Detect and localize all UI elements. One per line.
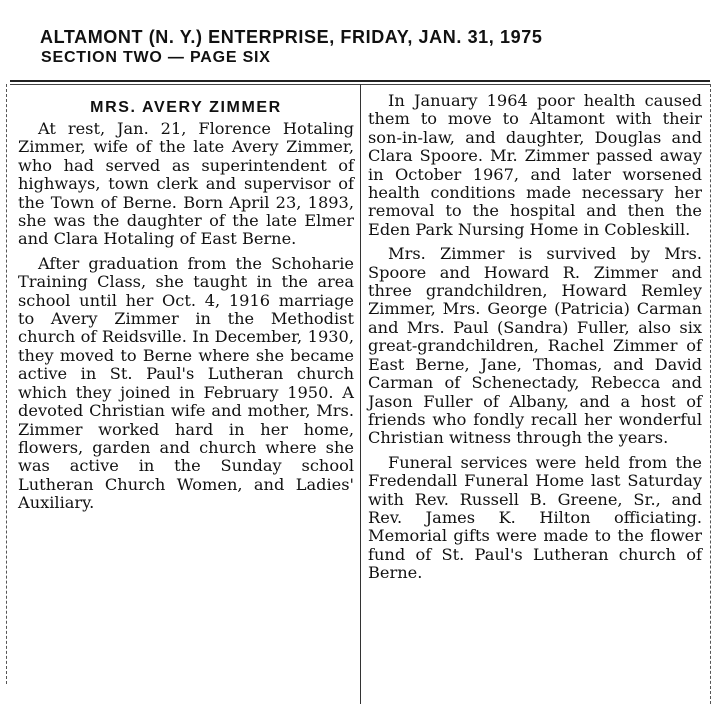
paragraph: Mrs. Zimmer is survived by Mrs. Spoore and Howard R. Zimmer and three grandchildren, Howard Remley Zimmer, Mrs. George (Patricia) Carman and Mrs. Paul (Sandra) Fuller, also six great-grandchildren, Rachel Zimmer of East Berne, Jane, Thomas, and David Carman of Schenectady, Rebecca and Jason Fuller of Albany, and a host of friends who fondly recall her wonderful Christian witness through the years. [368,244,702,448]
paragraph: At rest, Jan. 21, Florence Hotaling Zimmer, wife of the late Avery Zimmer, who had served as superintendent of highways, town clerk and supervisor of the Town of Berne. Born April 23, 1893, she was the daughter of the late Elmer and Clara Hotaling of East Berne. [18,119,354,249]
right-column [368,92,702,589]
right-column-rule [710,84,711,704]
masthead-title: ALTAMONT (N. Y.) ENTERPRISE, FRIDAY, JAN. 31, 1975 [40,27,543,47]
paragraph: Funeral services were held from the Fredendall Funeral Home last Saturday with Rev. Russell B. Greene, Sr., and Rev. James K. Hilton officiating. Memorial gifts were made to the flower fund of St. Paul's Lutheran church of Berne. [368,452,702,583]
masthead [40,26,700,68]
column-divider [360,84,361,704]
paragraph: After graduation from the Schoharie Training Class, she taught in the area school until her Oct. 4, 1916 marriage to Avery Zimmer in the Methodist church of Reidsville. In December, 1930, they moved to Berne where she became active in St. Paul's Lutheran church which they joined in February 1950. A devoted Christian wife and mother, Mrs. Zimmer worked hard in her home, flowers, garden and church where she was active in the Sunday school Lutheran Church Women, and Ladies' Auxiliary. [18,253,354,513]
obituary-headline: MRS. AVERY ZIMMER [90,99,282,116]
left-column [18,92,354,519]
left-column-rule [6,84,7,684]
paragraph: In January 1964 poor health caused them to move to Altamont with their son-in-law, and daughter, Douglas and Clara Spoore. Mr. Zimmer passed away in October 1967, and later worsened health conditions made necessary her removal to the hospital and then the Eden Park Nursing Home in Cobleskill. [368,91,702,239]
masthead-rule [10,80,710,82]
masthead-section: SECTION TWO — PAGE SIX [41,49,271,66]
